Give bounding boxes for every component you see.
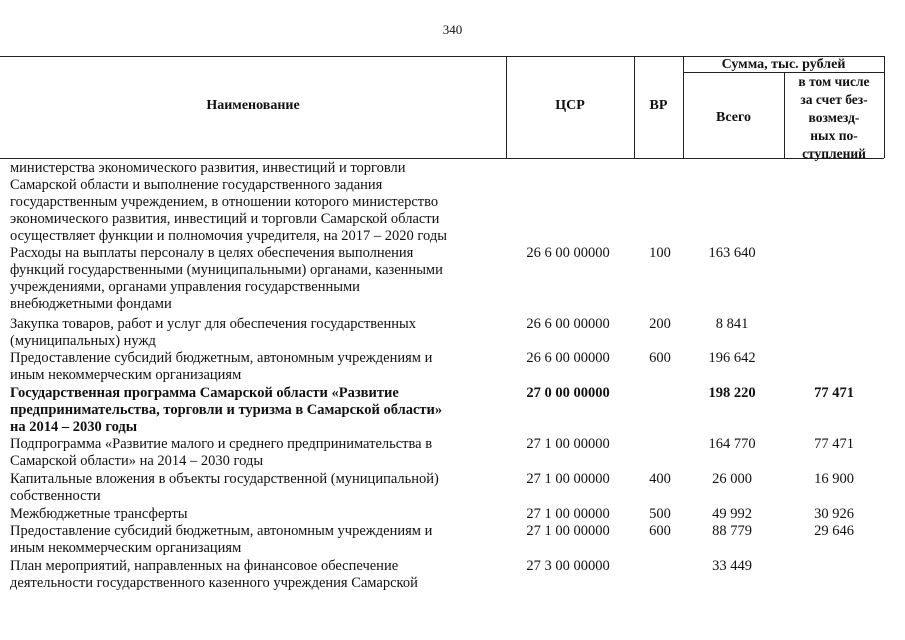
row-name: [10, 316, 490, 350]
row-total: 26 000: [712, 471, 752, 487]
row-name-line: Предоставление субсидий бюджетным, автономным учреждениям и: [10, 523, 433, 539]
row-vr: 600: [649, 350, 671, 366]
row-free: 29 646: [814, 523, 854, 539]
row-vr: 100: [649, 245, 671, 261]
row-name-line: Подпрограмма «Развитие малого и среднего предпринимательства в: [10, 436, 433, 452]
row-name: [10, 245, 490, 313]
row-name-line: Государственная программа Самарской области «Развитие: [10, 385, 399, 401]
row-name: [10, 385, 490, 436]
row-free: 77 471: [814, 385, 854, 401]
row-name-line: собственности: [10, 488, 101, 504]
row-name-line: министерства экономического развития, инвестиций и торговли: [10, 160, 406, 176]
header-name: Наименование: [206, 98, 300, 113]
row-total: 49 992: [712, 506, 752, 522]
header-total: Всего: [716, 110, 751, 125]
header-csr: ЦСР: [555, 98, 585, 113]
row-vr: 500: [649, 506, 671, 522]
row-name-line: иным некоммерческим организациям: [10, 367, 242, 383]
header-free-line: за счет без-: [800, 92, 868, 107]
row-name-line: План мероприятий, направленных на финансовое обеспечение: [10, 558, 399, 574]
row-total: 8 841: [715, 316, 749, 332]
row-name-line: государственным учреждением, в отношении которого министерство: [10, 194, 439, 210]
row-name: [10, 160, 490, 245]
row-vr: 600: [649, 523, 671, 539]
row-name: [10, 523, 490, 557]
row-name-line: функций государственными (муниципальными) органами, казенными: [10, 262, 443, 278]
row-csr: 26 6 00 00000: [526, 316, 610, 332]
page-number: 340: [442, 22, 463, 37]
row-name-line: Расходы на выплаты персоналу в целях обеспечения выполнения: [10, 245, 414, 261]
row-name-line: осуществляет функции и полномочия учредителя, на 2017 – 2020 годы: [10, 228, 447, 244]
row-csr: 26 6 00 00000: [526, 350, 610, 366]
row-csr: 27 1 00 00000: [526, 436, 610, 452]
header-free-line: ступлений: [802, 146, 866, 161]
col-divider-right: [884, 56, 885, 158]
row-name-line: внебюджетными фондами: [10, 296, 172, 312]
row-total: 163 640: [708, 245, 756, 261]
row-name: [10, 350, 490, 384]
row-name: [10, 558, 490, 592]
row-csr: 27 0 00 00000: [526, 385, 610, 401]
row-name-line: экономического развития, инвестиций и торговли Самарской области: [10, 211, 440, 227]
row-name-line: на 2014 – 2030 годы: [10, 419, 138, 435]
row-free: 30 926: [814, 506, 854, 522]
row-vr: 200: [649, 316, 671, 332]
row-total: 33 449: [712, 558, 752, 574]
row-total: 196 642: [708, 350, 756, 366]
header-free: [786, 73, 882, 163]
row-name-line: Предоставление субсидий бюджетным, автономным учреждениям и: [10, 350, 433, 366]
row-free: 16 900: [814, 471, 854, 487]
header-bottom-border: [0, 158, 884, 159]
col-divider-total: [784, 72, 785, 158]
row-name: [10, 436, 490, 470]
row-name-line: Самарской области» на 2014 – 2030 годы: [10, 453, 264, 469]
row-name-line: Межбюджетные трансферты: [10, 506, 188, 522]
row-name-line: деятельности государственного казенного учреждения Самарской: [10, 575, 418, 591]
row-name-line: Самарской области и выполнение государственного задания: [10, 177, 383, 193]
row-name-line: Закупка товаров, работ и услуг для обеспечения государственных: [10, 316, 417, 332]
row-name: [10, 506, 490, 523]
row-csr: 27 1 00 00000: [526, 471, 610, 487]
header-free-line: возмезд-: [808, 110, 860, 125]
header-sum: Сумма, тыс. рублей: [721, 57, 846, 72]
row-total: 198 220: [708, 385, 756, 401]
row-total: 88 779: [712, 523, 752, 539]
row-csr: 27 1 00 00000: [526, 523, 610, 539]
row-csr: 27 1 00 00000: [526, 506, 610, 522]
row-vr: 400: [649, 471, 671, 487]
header-free-line: ных по-: [810, 128, 858, 143]
row-name-line: (муниципальных) нужд: [10, 333, 156, 349]
header-vr: ВР: [649, 98, 668, 113]
row-name-line: иным некоммерческим организациям: [10, 540, 242, 556]
row-free: 77 471: [814, 436, 854, 452]
header-free-line: в том числе: [798, 74, 870, 89]
row-total: 164 770: [708, 436, 756, 452]
row-csr: 27 3 00 00000: [526, 558, 610, 574]
row-name-line: учреждениями, органами управления государственными: [10, 279, 360, 295]
row-name: [10, 471, 490, 505]
row-name-line: Капитальные вложения в объекты государственной (муниципальной): [10, 471, 439, 487]
row-csr: 26 6 00 00000: [526, 245, 610, 261]
row-name-line: предпринимательства, торговли и туризма в Самарской области»: [10, 402, 443, 418]
